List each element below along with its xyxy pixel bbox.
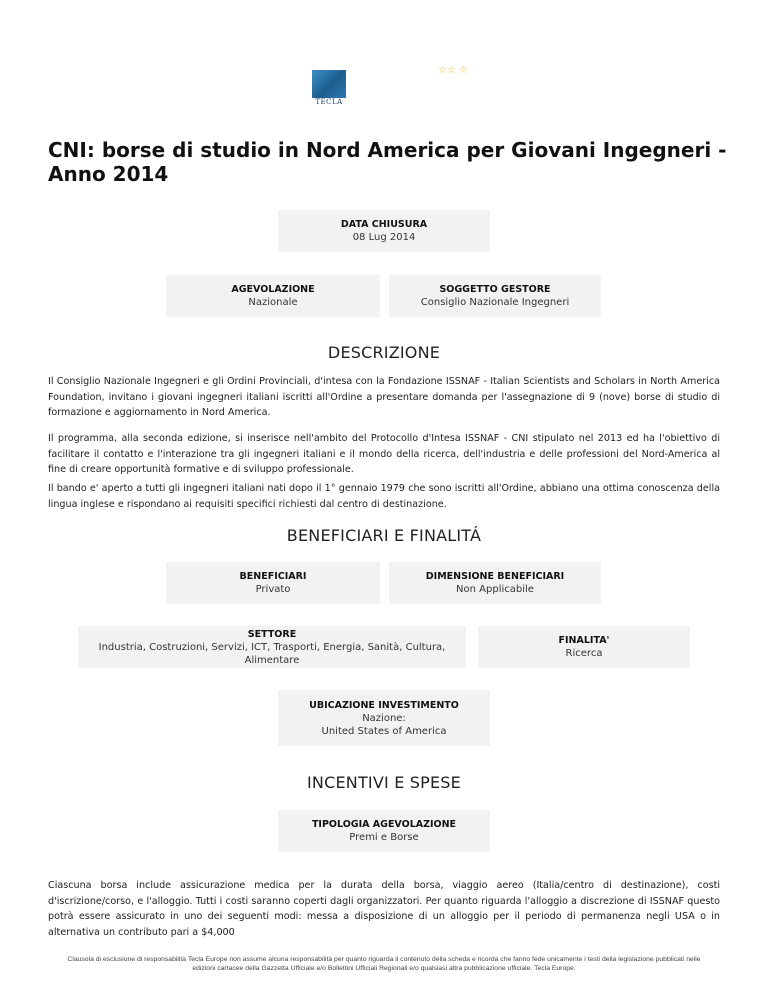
logo-emblem [310, 64, 348, 108]
descrizione-paragraph-2: Il programma, alla seconda edizione, si inserisce nell'ambito del Protocollo d'Intesa ISSNAF - CNI stipulato nel 2013 ed ha l'obiettivo di facilitare il contatto e l'interazione tra gli ingegneri italiani e il mondo della ricerca, dell'industria e delle professioni del Nord-America al fine di creare opportunità formative e di sviluppo professionale. [48, 433, 720, 475]
incentivi-paragraph: Ciascuna borsa include assicurazione medica per la durata della borsa, viaggio aereo (Italia/centro di destinazione), costi d'iscrizione/corso, e l'alloggio. Tutti i costi saranno coperti dagli organizzatori. Per quanto riguarda l'alloggio a discrezione di ISSNAF questo potrà essere assicurato in uno dei seguenti modi: messa a disposizione di un alloggio per il periodo di permanenza negli USA o in alternativa un contributo pari a $4,000 [48, 880, 720, 938]
data-chiusura-label: DATA CHIUSURA [340, 219, 428, 230]
data-chiusura-box [278, 210, 490, 252]
disclaimer-footer: Clausola di esclusione di responsabilità Tecla Europe non assume alcuna responsabilità per quanto riguarda il contenuto della scheda e ricorda che fanno fede unicamente i testi della legislazione pubblicati nelle edizioni cartacee della Gazzetta Ufficiale e/o Bollettini Ufficiali Regionali e/o qualsiasi altra pubblicazione ufficiale. Tecla Europe. [67, 956, 701, 972]
soggetto-gestore-value: Consiglio Nazionale Ingegneri [420, 297, 570, 308]
incentivi-heading: INCENTIVI E SPESE [307, 773, 461, 792]
logo-text: TECLA [315, 98, 343, 106]
tecla-logo [310, 64, 470, 108]
soggetto-gestore-box [389, 275, 601, 317]
stars-icon: ☆☆ ☆ [438, 65, 469, 76]
tipologia-box [278, 810, 490, 852]
tipologia-label: TIPOLOGIA AGEVOLAZIONE [311, 819, 457, 830]
finalita-value: Ricerca [565, 648, 603, 659]
agevolazione-label: AGEVOLAZIONE [231, 284, 315, 295]
logo-image [312, 70, 346, 98]
soggetto-gestore-label: SOGGETTO GESTORE [439, 284, 551, 295]
beneficiari-heading: BENEFICIARI E FINALITÁ [286, 526, 482, 545]
ubicazione-nazione-value: United States of America [321, 725, 447, 737]
finalita-label: FINALITA' [558, 635, 610, 646]
settore-box [78, 626, 466, 668]
tipologia-value: Premi e Borse [349, 832, 419, 843]
descrizione-paragraph-1: Il Consiglio Nazionale Ingegneri e gli Ordini Provinciali, d'intesa con la Fondazione ISSNAF - Italian Scientists and Scholars in North America Foundation, invitano i giovani ingegneri italiani iscritti all'Ordine a presentare domanda per l'assegnazione di 9 (nove) borse di studio di formazione e aggiornamento in Nord America. [48, 376, 720, 418]
finalita-box [478, 626, 690, 668]
agevolazione-box [166, 275, 380, 317]
page-title: CNI: borse di studio in Nord America per Giovani Ingegneri - Anno 2014 [48, 138, 727, 186]
agevolazione-value: Nazionale [248, 297, 298, 308]
dimensione-label: DIMENSIONE BENEFICIARI [425, 571, 565, 582]
dimensione-box [389, 562, 601, 604]
dimensione-value: Non Applicabile [456, 584, 534, 595]
ubicazione-label: UBICAZIONE INVESTIMENTO [309, 699, 459, 711]
descrizione-heading: DESCRIZIONE [327, 343, 441, 362]
settore-label: SETTORE [247, 628, 297, 640]
ubicazione-box [278, 690, 490, 746]
ubicazione-nazione-label: Nazione: [362, 712, 406, 724]
beneficiari-value: Privato [255, 584, 291, 595]
data-chiusura-value: 08 Lug 2014 [352, 232, 416, 243]
beneficiari-label: BENEFICIARI [239, 571, 307, 582]
beneficiari-box [166, 562, 380, 604]
descrizione-paragraph-3: Il bando e' aperto a tutti gli ingegneri italiani nati dopo il 1° gennaio 1979 che sono iscritti all'Ordine, abbiano una ottima conoscenza della lingua inglese e rispondano ai requisiti specifici richiesti dal centro di destinazione. [48, 483, 720, 510]
settore-value: Industria, Costruzioni, Servizi, ICT, Trasporti, Energia, Sanità, Cultura, Alimentare [98, 641, 446, 666]
